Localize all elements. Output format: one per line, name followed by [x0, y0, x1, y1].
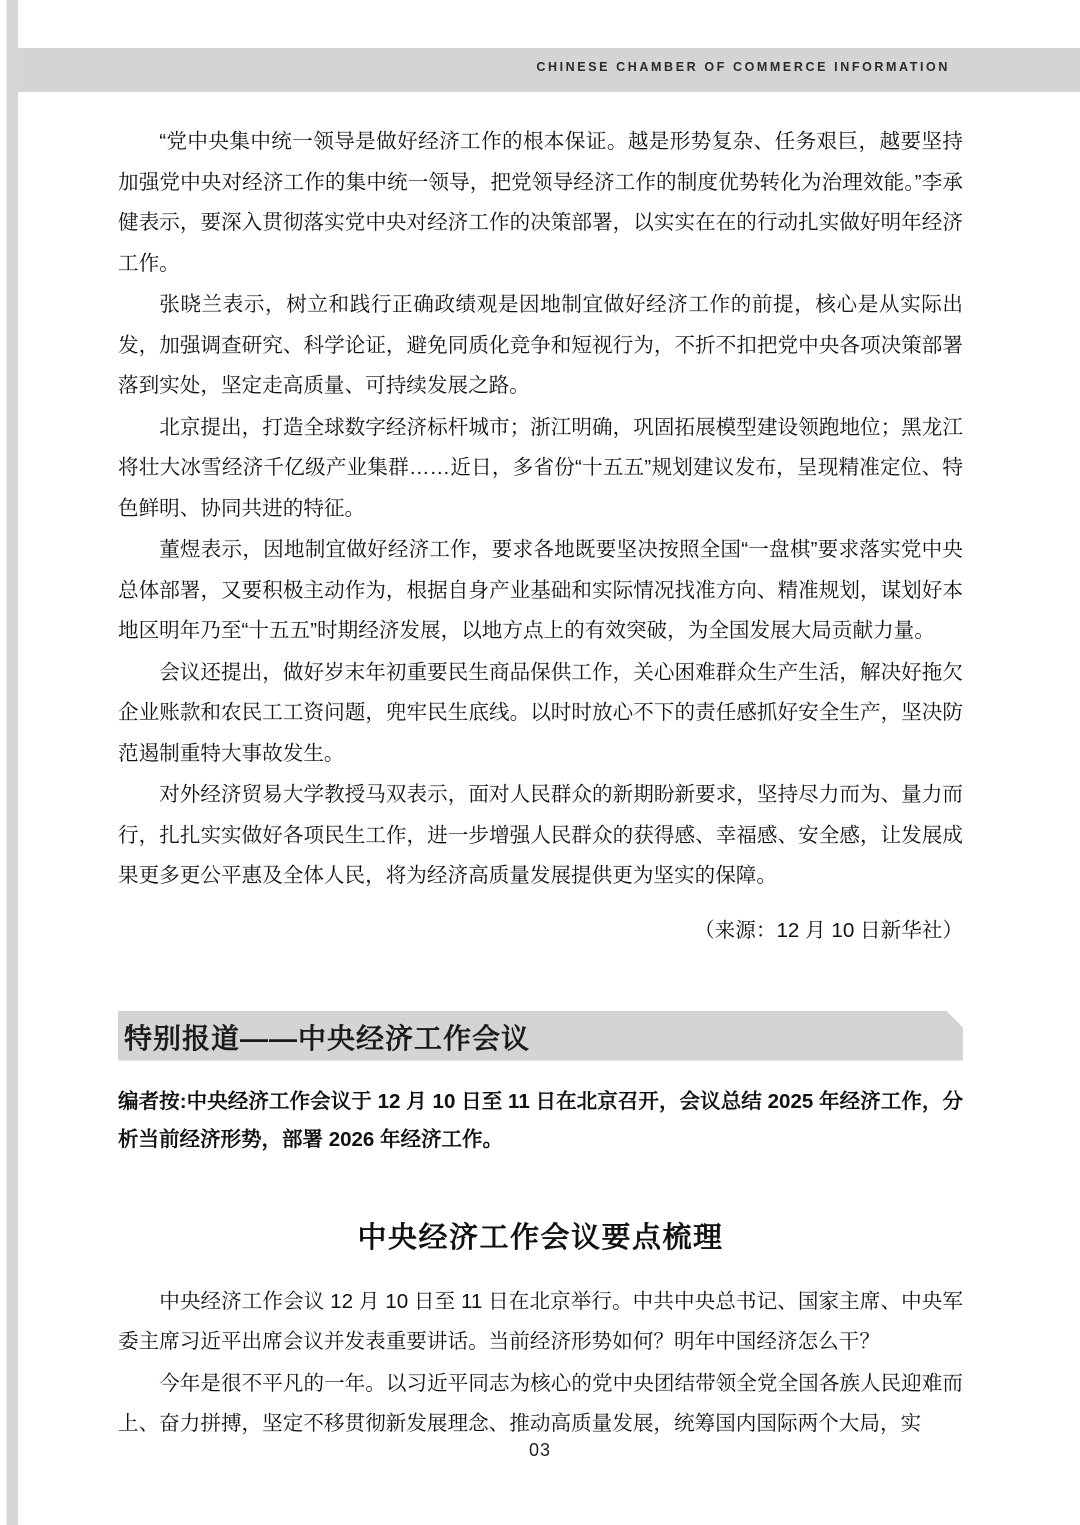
page-number: 03 — [528, 1440, 552, 1460]
article-source: （来源：12 月 10 日新华社） — [694, 918, 963, 942]
paragraph: 张晓兰表示，树立和践行正确政绩观是因地制宜做好经济工作的前提，核心是从实际出发，加强调查研究、科学论证，避免同质化竞争和短视行为，不折不扣把党中央各项决策部署落到实处，坚定走高质量、可持续发展之路。 — [118, 293, 963, 397]
page-edge-decoration — [0, 0, 18, 1525]
paragraph: 会议还提出，做好岁末年初重要民生商品保供工作，关心困难群众生产生活，解决好拖欠企业账款和农民工工资问题，兜牢民生底线。以时时放心不下的责任感抓好安全生产，坚决防范遏制重特大事故发生。 — [118, 660, 963, 765]
section-banner-title: 特别报道——中央经济工作会议 — [124, 1022, 531, 1054]
paragraph: 中央经济工作会议 12 月 10 日至 11 日在北京举行。中共中央总书记、国家主席、中央军委主席习近平出席会议并发表重要讲话。当前经济形势如何？明年中国经济怎么干？ — [118, 1289, 963, 1353]
page-header-band — [18, 48, 1080, 92]
page-edge-bar-inner — [8, 0, 18, 1525]
page-content — [118, 122, 963, 1446]
article-body — [118, 1282, 963, 1445]
section-banner — [118, 1011, 963, 1061]
editor-note: 编者按:中央经济工作会议于 12 月 10 日至 11 日在北京召开，会议总结 2025 年经济工作，分析当前经济形势，部署 2026 年经济工作。 — [118, 1089, 963, 1151]
paragraph: 对外经济贸易大学教授马双表示，面对人民群众的新期盼新要求，坚持尽力而为、量力而行，扎扎实实做好各项民生工作，进一步增强人民群众的获得感、幸福感、安全感，让发展成果更多更公平惠及全体人民，将为经济高质量发展提供更为坚实的保障。 — [118, 783, 963, 887]
running-header-title: CHINESE CHAMBER OF COMMERCE INFORMATION — [536, 60, 950, 74]
paragraph: 董煜表示，因地制宜做好经济工作，要求各地既要坚决按照全国“一盘棋”要求落实党中央总体部署，又要积极主动作为，根据自身产业基础和实际情况找准方向、精准规划，谋划好本地区明年乃至“十五五”时期经济发展，以地方点上的有效突破，为全国发展大局贡献力量。 — [118, 538, 963, 642]
paragraph: 北京提出，打造全球数字经济标杆城市；浙江明确，巩固拓展模型建设领跑地位；黑龙江将壮大冰雪经济千亿级产业集群……近日，多省份“十五五”规划建议发布，呈现精准定位、特色鲜明、协同共进的特征。 — [118, 415, 963, 520]
paragraph: 今年是很不平凡的一年。以习近平同志为核心的党中央团结带领全党全国各族人民迎难而上、奋力拼搏，坚定不移贯彻新发展理念、推动高质量发展，统筹国内国际两个大局，实 — [118, 1371, 963, 1435]
paragraph: “党中央集中统一领导是做好经济工作的根本保证。越是形势复杂、任务艰巨，越要坚持加强党中央对经济工作的集中统一领导，把党领导经济工作的制度优势转化为治理效能。”李承健表示，要深入贯彻落实党中央对经济工作的决策部署，以实实在在的行动扎实做好明年经济工作。 — [118, 130, 963, 275]
article-title: 中央经济工作会议要点梳理 — [357, 1221, 724, 1254]
